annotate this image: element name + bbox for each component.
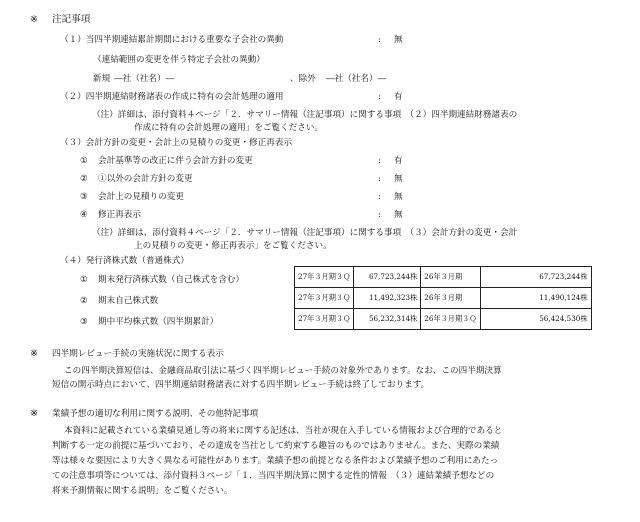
- n3-item-value: 無: [394, 210, 403, 220]
- n1-new-label: 新規: [93, 74, 111, 84]
- forecast-line-2: 判断する一定の前提に基づいており、その達成を当社として約束する趣旨のものではありません。また、実際の業績: [52, 441, 500, 451]
- forecast-line-4: ての注意事項等については、添付資料３ページ「１．当四半期決算に関する定性的情報 （３）連結業績予想などの: [52, 471, 495, 481]
- n3-item-value: 無: [394, 192, 403, 202]
- n4-row-num: ③: [80, 317, 88, 327]
- n2-value: 有: [394, 92, 403, 102]
- n2-colon: :: [378, 92, 381, 102]
- value-cell: 11,492,323株: [354, 288, 421, 309]
- n3-item-num: ②: [80, 174, 88, 184]
- n3-item-colon: :: [378, 192, 381, 202]
- n3-item-value: 有: [394, 156, 403, 166]
- n3-item-text: 修正再表示: [98, 210, 141, 220]
- review-heading: 四半期レビュー手続の実施状況に関する表示: [52, 349, 224, 359]
- value-cell: 56,232,314株: [354, 309, 421, 330]
- n1-excl-label: 、除外: [290, 74, 316, 84]
- n3-item-num: ③: [80, 192, 88, 202]
- n3-item-colon: :: [378, 156, 381, 166]
- table-row: [295, 309, 592, 330]
- title-mark: ※: [30, 14, 39, 25]
- n2-label: （２）四半期連結財務諸表の作成に特有の会計処理の適用: [60, 92, 284, 102]
- review-line-2: 短信の開示時点において、四半期連結財務諸表に対する四半期レビュー手続は終了しております。: [52, 380, 430, 390]
- table-row: [295, 267, 592, 288]
- forecast-mark: ※: [30, 408, 39, 419]
- n3-item-text: 会計上の見積りの変更: [98, 192, 184, 202]
- n3-item-num: ④: [80, 210, 88, 220]
- table-row: [295, 288, 592, 309]
- n4-row-num: ①: [80, 275, 88, 285]
- forecast-line-3: 等は様々な要因により大きく異なる可能性があります。業績予想の前提となる条件および業績予想のご利用にあたっ: [52, 456, 499, 466]
- n3-item-colon: :: [378, 210, 381, 220]
- shares-table: [294, 266, 592, 330]
- period-cell: 26年３月期３Ｑ: [421, 309, 480, 330]
- n4-label: （４）発行済株式数（普通株式）: [60, 256, 189, 266]
- n2-note-line-1: （注）詳細は、添付資料４ページ「２．サマリー情報（注記事項）に関する事項 （２）四半期連結財務諸表の: [92, 110, 518, 120]
- value-cell: 67,723,244株: [354, 267, 421, 288]
- n4-row-text: 期末自己株式数: [98, 296, 159, 306]
- period-cell: 26年３月期: [421, 267, 480, 288]
- period-cell: 27年３月期３Ｑ: [295, 288, 354, 309]
- n3-item-text: 会計基準等の改正に伴う会計方針の変更: [98, 156, 253, 166]
- value-cell: 67,723,244株: [480, 267, 591, 288]
- n4-row-num: ②: [80, 296, 88, 306]
- n3-item-num: ①: [80, 156, 88, 166]
- n1-excl-value: ―社（社名）―: [326, 74, 387, 84]
- n3-item-colon: :: [378, 174, 381, 184]
- n3-note-line-2: 上の見積りの変更・修正再表示」をご覧ください。: [134, 241, 332, 251]
- n1-sub: （連結範囲の変更を伴う特定子会社の異動）: [93, 55, 265, 65]
- n4-row-text: 期中平均株式数（四半期累計）: [98, 317, 219, 327]
- n3-item-value: 無: [394, 174, 403, 184]
- n1-value: 無: [394, 35, 403, 45]
- n3-item-text: ①以外の会計方針の変更: [98, 174, 193, 184]
- n3-note-line-1: （注）詳細は、添付資料４ページ「２．サマリー情報（注記事項）に関する事項 （３）会計方針の変更・会計: [92, 228, 518, 238]
- period-cell: 27年３月期３Ｑ: [295, 309, 354, 330]
- period-cell: 27年３月期３Ｑ: [295, 267, 354, 288]
- review-mark: ※: [30, 348, 39, 359]
- section-title: 注記事項: [52, 14, 91, 25]
- n2-note-line-2: 作成に特有の会計処理の適用」をご覧ください。: [134, 123, 324, 133]
- forecast-heading: 業績予想の適切な利用に関する説明、その他特記事項: [52, 409, 259, 419]
- value-cell: 11,490,124株: [480, 288, 591, 309]
- n1-label: （１）当四半期連結累計期間における重要な子会社の異動: [60, 35, 284, 45]
- value-cell: 56,424,530株: [480, 309, 591, 330]
- n4-row-text: 期末発行済株式数（自己株式を含む）: [98, 275, 245, 285]
- forecast-line-5: 将来予測情報に関する説明」をご覧ください。: [52, 486, 233, 496]
- n1-colon: :: [378, 35, 381, 45]
- n1-new-value: ―社（社名）―: [114, 74, 175, 84]
- forecast-line-1: 本資料に記載されている業績見通し等の将来に関する記述は、当社が現在入手している情報および合理的であると: [64, 426, 503, 436]
- n3-label: （３）会計方針の変更・会計上の見積りの変更・修正再表示: [60, 138, 293, 148]
- review-line-1: この四半期決算短信は、金融商品取引法に基づく四半期レビュー手続の対象外であります。なお、この四半期決算: [64, 366, 502, 376]
- period-cell: 26年３月期: [421, 288, 480, 309]
